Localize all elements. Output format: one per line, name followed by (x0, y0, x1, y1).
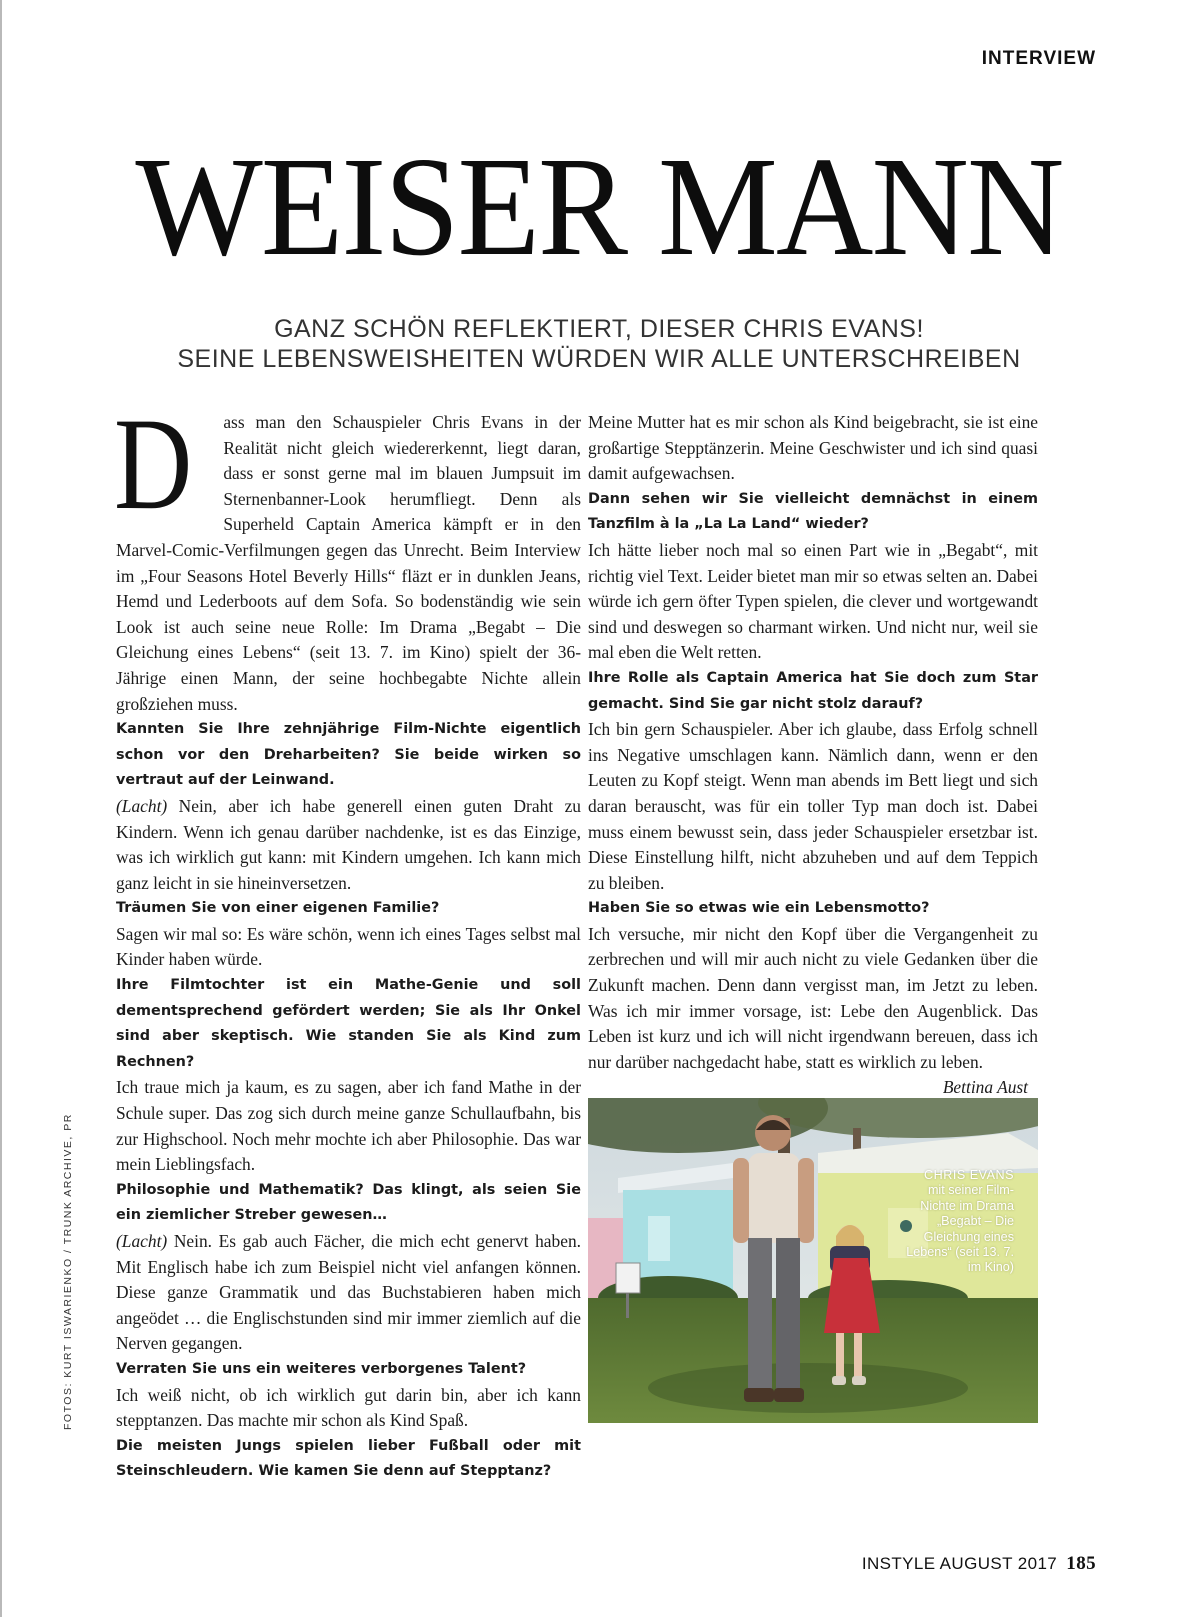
article-photo (588, 1098, 1038, 1423)
subheadline-line-1: GANZ SCHÖN REFLEKTIERT, DIESER CHRIS EVANS! (274, 315, 924, 343)
photo-caption (894, 1168, 1014, 1276)
subheadline-line-2: SEINE LEBENSWEISHEITEN WÜRDEN WIR ALLE UNTERSCHREIBEN (177, 345, 1021, 373)
issue-label: INSTYLE AUGUST 2017 (861, 1554, 1058, 1573)
question: Träumen Sie von einer eigenen Familie? (116, 900, 440, 917)
article-column-2 (588, 410, 1038, 1101)
photo-credit-wrapper (62, 1113, 82, 1450)
question: Philosophie und Mathematik? Das klingt, als seien Sie ein ziemlicher Streber gewesen… (116, 1181, 581, 1224)
intro-text: ass man den Schauspieler Chris Evans in der Realität nicht gleich wiedererkennt, liegt daran, dass er sonst gerne mal im blauen Jumpsuit im Sternenbanner-Look herumfliegt. Denn als Superheld Captain America kämpft er in den Marvel-Comic-Verfilmungen gegen das Unrecht. Beim Interview im „Four Seasons Hotel Beverly Hills“ fläzt er in dunklen Jeans, Hemd und Lederboots auf dem Sofa. So bodenständig wie sein Look ist auch seine neue Rolle: Im Drama „Begabt – Die Gleichung eines Lebens“ (seit 13. 7. im Kino) spielt der 36-Jährige einen Mann, der seine hochbegabte Nichte allein großziehen muss. (116, 412, 581, 714)
page-footer (862, 1553, 1096, 1575)
question: Verraten Sie uns ein weiteres verborgenes Talent? (116, 1360, 527, 1377)
answer: Meine Mutter hat es mir schon als Kind beigebracht, sie ist eine großartige Stepptänzerin. Meine Geschwister und ich sind quasi damit aufgewachsen. (588, 412, 1038, 484)
answer: Ich hätte lieber noch mal so einen Part wie in „Begabt“, mit richtig viel Text. Leider bietet man mir so etwas selten an. Dabei würde ich gern öfter Typen spielen, die clever und wortgewandt sind und deswegen so charmant wirken. Und nicht nur, weil sie mal eben die Welt retten. (588, 539, 1038, 663)
caption-text: mit seiner Film-Nichte im Drama „Begabt – Die Gleichung eines Lebens“ (seit 13. 7. im Kino) (906, 1183, 1014, 1275)
article-column-1 (114, 390, 581, 1485)
dropcap-letter: D (114, 390, 193, 537)
question: Ihre Rolle als Captain America hat Sie doch zum Star gemacht. Sind Sie gar nicht stolz darauf? (588, 669, 1038, 712)
question: Dann sehen wir Sie vielleicht demnächst in einem Tanzfilm à la „La La Land“ wieder? (588, 490, 1038, 533)
answer: Ich weiß nicht, ob ich wirklich gut darin bin, aber ich kann stepptanzen. Das machte mir schon als Kind Spaß. (116, 1384, 581, 1431)
headline: WEISER MANN (135, 127, 1063, 285)
intro-paragraph (114, 390, 581, 717)
answer-text: Ich versuche, mir nicht den Kopf über die Vergangenheit zu zerbrechen und will mir auch nicht zu viele Gedanken über die Zukunft machen. Denn dann vergisst man, im Jetzt zu leben. Was ich mir immer vorsage, ist: Lebe den Augenblick. Das Leben ist kurz und ich will nicht irgendwann bereuen, dass ich nur darüber nachgedacht habe, statt es wirklich zu leben. (588, 923, 1038, 1072)
question: Kannten Sie Ihre zehnjährige Film-Nichte eigentlich schon vor den Dreharbeiten? Sie beide wirken so vertraut auf der Leinwand. (116, 721, 581, 789)
answer (116, 1229, 581, 1357)
photo-credit: FOTOS: KURT ISWARIENKO / TRUNK ARCHIVE, PR (62, 1113, 74, 1430)
caption-name: CHRIS EVANS (924, 1168, 1014, 1182)
byline: Bettina Aust (942, 1077, 1028, 1098)
answer (116, 794, 581, 896)
answer-lead: (Lacht) (116, 795, 168, 816)
page-edge-line (0, 0, 2, 1617)
answer-text: Nein. Es gab auch Fächer, die mich echt genervt haben. Mit Englisch habe ich zum Beispiel nicht viel anfangen können. Diese ganze Grammatik und das Buchstabieren haben mich angeödet … die Englischstunden sind mir immer ziemlich auf die Nerven gegangen. (116, 1231, 581, 1354)
answer: Ich traue mich ja kaum, es zu sagen, aber ich fand Mathe in der Schule super. Das zog sich durch meine ganze Schullaufbahn, bis zur Highschool. Noch mehr mochte ich aber Philosophie. Das war mein Lieblingsfach. (116, 1077, 581, 1175)
answer: Sagen wir mal so: Es wäre schön, wenn ich eines Tages selbst mal Kinder haben würde. (116, 923, 581, 970)
answer: Ich bin gern Schauspieler. Aber ich glaube, dass Erfolg schnell ins Negative umschlagen kann. Nämlich dann, wenn er den Leuten zu Kopf steigt. Wenn man abends im Bett liegt und sich daran berauscht, was für ein toller Typ man doch ist. Dabei muss einem bewusst sein, dass jeder Schauspieler ersetzbar ist. Diese Einstellung hilft, nicht abzuheben und auf dem Teppich zu bleiben. (588, 719, 1038, 893)
page-number: 185 (1066, 1553, 1096, 1574)
question: Die meisten Jungs spielen lieber Fußball oder mit Steinschleudern. Wie kamen Sie denn auf Stepptanz? (116, 1437, 581, 1480)
answer-text: Nein, aber ich habe generell einen guten Draht zu Kindern. Wenn ich genau darüber nachdenke, ist es das Einzige, was ich wirklich gut kann: mit Kindern umgehen. Ich kann mich ganz leicht in sie hineinversetzen. (116, 795, 581, 893)
section-label: INTERVIEW (981, 48, 1096, 69)
answer (588, 922, 1038, 1098)
question: Haben Sie so etwas wie ein Lebensmotto? (588, 900, 930, 917)
answer-lead: (Lacht) (116, 1231, 168, 1251)
question: Ihre Filmtochter ist ein Mathe-Genie und soll dementsprechend gefördert werden; Sie als Ihr Onkel sind aber skeptisch. Wie standen Sie als Kind zum Rechnen? (116, 977, 581, 1070)
